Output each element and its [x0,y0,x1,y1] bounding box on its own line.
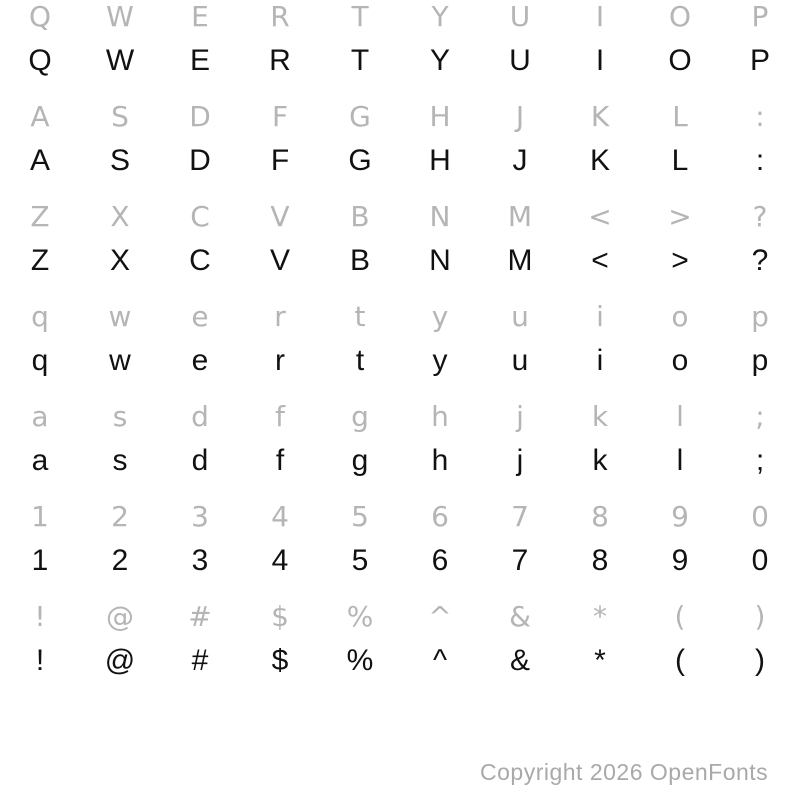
glyph-cell: H [429,100,451,133]
glyph-cell: w [109,344,131,377]
glyph-cell: T [351,0,369,33]
glyph-cell: # [191,644,209,677]
glyph-cell: M [507,244,533,277]
glyph-cell: q [31,344,49,377]
glyph-cell: V [269,244,290,277]
glyph-cell: l [676,444,684,477]
glyph-cell: G [349,100,371,133]
glyph-cell: > [668,200,692,233]
glyph-cell: E [191,0,209,33]
glyph-cell: i [596,344,604,377]
glyph-cell: h [431,444,449,477]
glyph-cell: C [190,200,210,233]
glyph-cell: ) [754,600,766,633]
preview-font-row [0,640,800,682]
char-row-group [0,0,800,100]
glyph-cell: < [591,244,609,277]
glyph-cell: g [351,400,369,433]
glyph-cell: $ [271,600,289,633]
glyph-cell: A [29,144,50,177]
glyph-cell: B [350,200,370,233]
glyph-cell: P [751,0,769,33]
glyph-cell: ^ [432,644,448,677]
glyph-cell: U [509,0,531,33]
glyph-cell: ( [675,644,685,677]
glyph-cell: a [31,400,49,433]
glyph-cell: Q [28,44,52,77]
glyph-cell: F [271,100,289,133]
glyph-cell: @ [104,644,136,677]
glyph-cell: r [275,344,285,377]
glyph-cell: O [668,44,692,77]
glyph-cell: N [429,244,451,277]
char-row-group [0,600,800,700]
glyph-cell: ) [755,644,765,677]
glyph-cell: 9 [671,544,689,577]
preview-font-row [0,140,800,182]
glyph-cell: ^ [428,600,452,633]
glyph-cell: ! [35,644,45,677]
glyph-cell: S [111,100,129,133]
glyph-cell: 4 [271,544,289,577]
glyph-cell: y [432,344,448,377]
glyph-cell: K [589,144,610,177]
glyph-cell: J [515,100,525,133]
glyph-cell: Y [431,0,449,33]
glyph-cell: p [751,344,769,377]
glyph-cell: 7 [511,500,529,533]
fallback-font-row [0,396,800,438]
glyph-cell: ! [34,600,46,633]
glyph-cell: @ [106,600,134,633]
glyph-cell: T [350,44,370,77]
glyph-cell: 8 [591,544,609,577]
glyph-cell: 7 [511,544,529,577]
glyph-cell: 2 [111,544,129,577]
glyph-cell: e [191,300,209,333]
char-row-group [0,100,800,200]
glyph-cell: A [30,100,50,133]
glyph-cell: R [270,0,290,33]
glyph-cell: l [676,400,684,433]
glyph-cell: r [274,300,286,333]
glyph-cell: j [516,444,524,477]
glyph-cell: h [431,400,449,433]
glyph-cell: 3 [191,500,209,533]
glyph-cell: w [108,300,132,333]
glyph-cell: g [351,444,369,477]
glyph-cell: d [191,444,209,477]
glyph-cell: I [595,44,605,77]
glyph-cell: R [269,44,291,77]
glyph-cell: 6 [431,500,449,533]
glyph-cell: E [189,44,210,77]
char-row-group [0,300,800,400]
glyph-cell: 8 [591,500,609,533]
glyph-cell: $ [271,644,289,677]
glyph-cell: # [188,600,212,633]
glyph-cell: N [429,200,451,233]
glyph-cell: * [593,600,607,633]
glyph-cell: H [429,144,451,177]
glyph-cell: Z [30,200,50,233]
glyph-cell: G [348,144,372,177]
glyph-cell: f [275,444,285,477]
glyph-cell: < [588,200,612,233]
glyph-cell: 4 [271,500,289,533]
glyph-cell: : [755,144,765,177]
preview-font-row [0,440,800,482]
glyph-cell: Y [429,44,450,77]
glyph-cell: V [270,200,290,233]
glyph-cell: & [509,644,530,677]
glyph-cell: F [270,144,290,177]
glyph-cell: y [431,300,449,333]
glyph-cell: 1 [31,500,49,533]
glyph-cell: u [511,344,529,377]
preview-font-row [0,40,800,82]
glyph-cell: D [189,144,211,177]
glyph-cell: W [105,44,135,77]
glyph-cell: p [751,300,769,333]
preview-font-row [0,540,800,582]
glyph-cell: 0 [751,500,769,533]
glyph-cell: W [106,0,134,33]
char-row-group [0,200,800,300]
glyph-cell: C [189,244,211,277]
glyph-cell: B [349,244,370,277]
glyph-cell: ? [751,244,769,277]
glyph-cell: M [507,200,533,233]
glyph-cell: I [595,0,605,33]
glyph-cell: X [110,200,130,233]
glyph-cell: > [671,244,689,277]
glyph-cell: q [31,300,49,333]
glyph-cell: D [189,100,211,133]
glyph-cell: U [509,44,531,77]
glyph-cell: O [668,0,692,33]
char-row-group [0,400,800,500]
glyph-cell: 6 [431,544,449,577]
glyph-cell: Q [28,0,52,33]
glyph-cell: a [31,444,49,477]
preview-font-row [0,340,800,382]
preview-font-row [0,240,800,282]
glyph-cell: ; [755,400,765,433]
glyph-cell: i [596,300,604,333]
glyph-cell: 0 [751,544,769,577]
glyph-cell: t [354,300,366,333]
fallback-font-row [0,496,800,538]
fallback-font-row [0,196,800,238]
glyph-cell: % [346,600,374,633]
glyph-cell: 2 [111,500,129,533]
glyph-cell: S [109,144,130,177]
glyph-cell: L [671,144,689,177]
glyph-cell: ; [755,444,765,477]
glyph-cell: * [594,644,606,677]
glyph-cell: s [112,444,128,477]
char-row-group [0,500,800,600]
glyph-cell: ? [752,200,768,233]
fallback-font-row [0,596,800,638]
glyph-cell: % [346,644,374,677]
fallback-font-row [0,96,800,138]
glyph-cell: f [275,400,285,433]
glyph-cell: & [509,600,531,633]
glyph-cell: o [671,344,689,377]
glyph-cell: 5 [351,500,369,533]
copyright-text: Copyright 2026 OpenFonts [480,759,769,785]
glyph-cell: t [355,344,365,377]
glyph-cell: ( [674,600,686,633]
glyph-cell: 5 [351,544,369,577]
glyph-cell: J [512,144,528,177]
glyph-cell: X [109,244,130,277]
glyph-cell: P [749,44,770,77]
glyph-cell: j [516,400,524,433]
glyph-cell: s [112,400,128,433]
glyph-cell: L [672,100,688,133]
glyph-cell: k [592,444,608,477]
fallback-font-row [0,0,800,38]
glyph-cell: 1 [31,544,49,577]
glyph-cell: o [671,300,689,333]
glyph-cell: k [591,400,609,433]
glyph-cell: 3 [191,544,209,577]
glyph-cell: u [511,300,529,333]
glyph-cell: e [191,344,209,377]
glyph-cell: : [755,100,765,133]
glyph-cell: 9 [671,500,689,533]
glyph-cell: Z [30,244,50,277]
glyph-cell: K [590,100,610,133]
fallback-font-row [0,296,800,338]
glyph-cell: d [191,400,209,433]
